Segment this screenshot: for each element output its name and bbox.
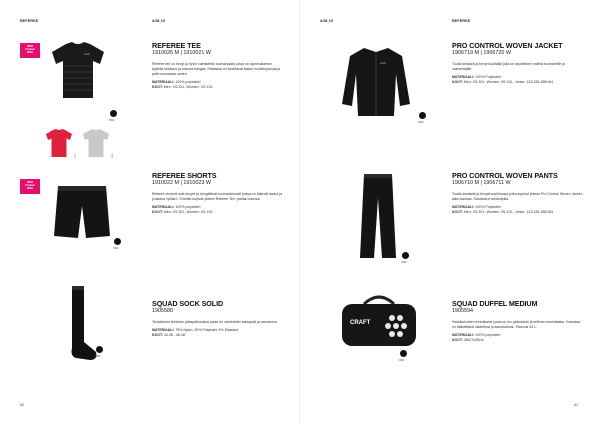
new-product-badge <box>20 179 40 194</box>
product-sizes: KOOT: 45x27x30cm <box>452 338 484 343</box>
color-swatch-black[interactable] <box>110 110 117 117</box>
product-squad-sock <box>152 300 284 338</box>
product-description: Referee shortsit ovat kevyet ja hengittävät tuomarishortsit joissa on kätevät taskut ja joustava vyötärö. Shortsit sopivat yhteen Referee Tee -paidan kanssa. <box>152 192 283 202</box>
product-sizes: KOOT: 34-36 - 46-48 <box>152 333 185 338</box>
product-codes: 1905580 <box>152 308 173 314</box>
referee-shorts-image <box>52 182 112 242</box>
color-swatch-black[interactable] <box>419 112 426 119</box>
swatch-code: 9999 <box>109 119 115 122</box>
product-material: MATERIAALI: 100% Polyesteri <box>452 75 501 80</box>
product-description: Keskikokoinen treenikassi jossa on iso pääosasto ja erillinen kenkätasku. Kassissa on säädettävä olkahihna ja kantokahvat. Tilavuus 33 L. <box>452 320 581 330</box>
product-referee-shorts <box>152 172 284 215</box>
section-header: REFEREE <box>452 19 471 23</box>
page-number: 61 <box>574 403 578 407</box>
referee-tee-image <box>48 40 108 100</box>
squad-sock-image <box>62 284 102 364</box>
product-description: Yksivärinen tekninen jalkapallosukka jossa on vahvistettu kantapää ja varvasosa. <box>152 320 278 324</box>
product-title: SQUAD SOCK SOLID <box>152 299 224 308</box>
squad-duffel-image <box>336 290 422 352</box>
svg-text:CRAFT: CRAFT <box>350 320 371 326</box>
product-title: REFEREE TEE <box>152 41 201 50</box>
pro-control-jacket-image <box>338 44 414 120</box>
page-number: 60 <box>20 403 24 407</box>
color-swatch-black[interactable] <box>402 252 409 259</box>
product-title: PRO CONTROL WOVEN JACKET <box>452 41 563 50</box>
product-codes: 1905594 <box>452 308 473 314</box>
badge-line: NEW <box>26 181 34 184</box>
product-material: MATERIAALI: 100% polyesteri <box>152 205 201 210</box>
section-header: REFEREE <box>20 19 39 23</box>
swatch-code: 9999 <box>95 355 101 358</box>
svg-text:craft: craft <box>380 61 386 65</box>
product-material: MATERIAALI: 75% Nylon, 20% Polyester, 5% Elastane <box>152 328 239 333</box>
product-sizes: KOOT: Men: XS-3XL, Women: XS-XXL <box>152 210 214 215</box>
pro-control-pants-image <box>358 172 398 260</box>
product-title: PRO CONTROL WOVEN PANTS <box>452 171 558 180</box>
product-sizes: KOOT: Men: XS-3XL, Women: XS-XXL, Junior: 122/128-158/164 <box>452 210 553 215</box>
swatch-code: 9999 <box>399 359 405 362</box>
product-description: Referee tee on kevyt ja hyvin valmistettu tuomaripaita jossa on ajanmukainen tyylikäs leikkaus ja tuntuva kangas. Paidassa on tarvittavat taskut muistiinpanoja ja pelin seurantaa varten. <box>152 62 281 77</box>
product-codes: 1910026 M | 1910021 W <box>152 50 211 56</box>
color-swatch-black[interactable] <box>96 346 103 353</box>
product-title: SQUAD DUFFEL MEDIUM <box>452 299 538 308</box>
product-material: MATERIAALI: 100% Polyesteri <box>452 205 501 210</box>
product-material: MATERIAALI: 100% polyesteri <box>452 333 501 338</box>
season-header: A/W 19 <box>320 19 334 23</box>
product-codes: 1906710 M | 1906711 W <box>452 180 511 186</box>
product-codes: 1910022 M | 1910023 W <box>152 180 211 186</box>
color-swatch-black[interactable] <box>400 350 407 357</box>
referee-tee-grey-variant <box>81 128 111 158</box>
variant-code: 2700 <box>75 153 77 158</box>
product-sizes: KOOT: Men: XS-3XL, Women: XS-XXL, Junior: 122/128-158/164 <box>452 80 553 85</box>
swatch-code: 9999 <box>401 261 407 264</box>
referee-tee-red-variant <box>44 128 74 158</box>
product-description: Tuulta kestävä ja kevyt tuulitakki joka on täydellinen valinta tuomareille ja valmentajille. <box>452 62 565 72</box>
product-pro-control-jacket <box>452 42 584 85</box>
badge-line: 2019 <box>27 51 33 55</box>
new-product-badge <box>20 43 40 58</box>
product-description: Tuulta kestävät ja kevyet tuulihousut jotka sopivat yhteen Pro Control Woven Jacket -takin kanssa. Sivutaskut vetoketjulla. <box>452 192 584 202</box>
badge-line: 2019 <box>27 187 33 191</box>
badge-line: NEW <box>26 45 34 48</box>
swatch-code: 9999 <box>113 247 119 250</box>
badge-line: Product <box>25 48 35 52</box>
product-squad-duffel <box>452 300 584 343</box>
season-header: A/W 19 <box>152 19 166 23</box>
product-pro-control-pants <box>452 172 584 215</box>
right-page <box>300 0 600 424</box>
product-sizes: KOOT: Men: XS-3XL, Women: XS-XXL <box>152 85 214 90</box>
product-referee-tee <box>152 42 284 90</box>
product-title: REFEREE SHORTS <box>152 171 217 180</box>
svg-text:craft: craft <box>84 52 90 56</box>
swatch-code: 9999 <box>418 121 424 124</box>
color-swatch-black[interactable] <box>114 238 121 245</box>
variant-code: 1900 <box>112 153 114 158</box>
product-material: MATERIAALI: 100% polyesteri <box>152 80 201 85</box>
product-codes: 1906719 M | 1906720 W <box>452 50 511 56</box>
badge-line: Product <box>25 184 35 188</box>
